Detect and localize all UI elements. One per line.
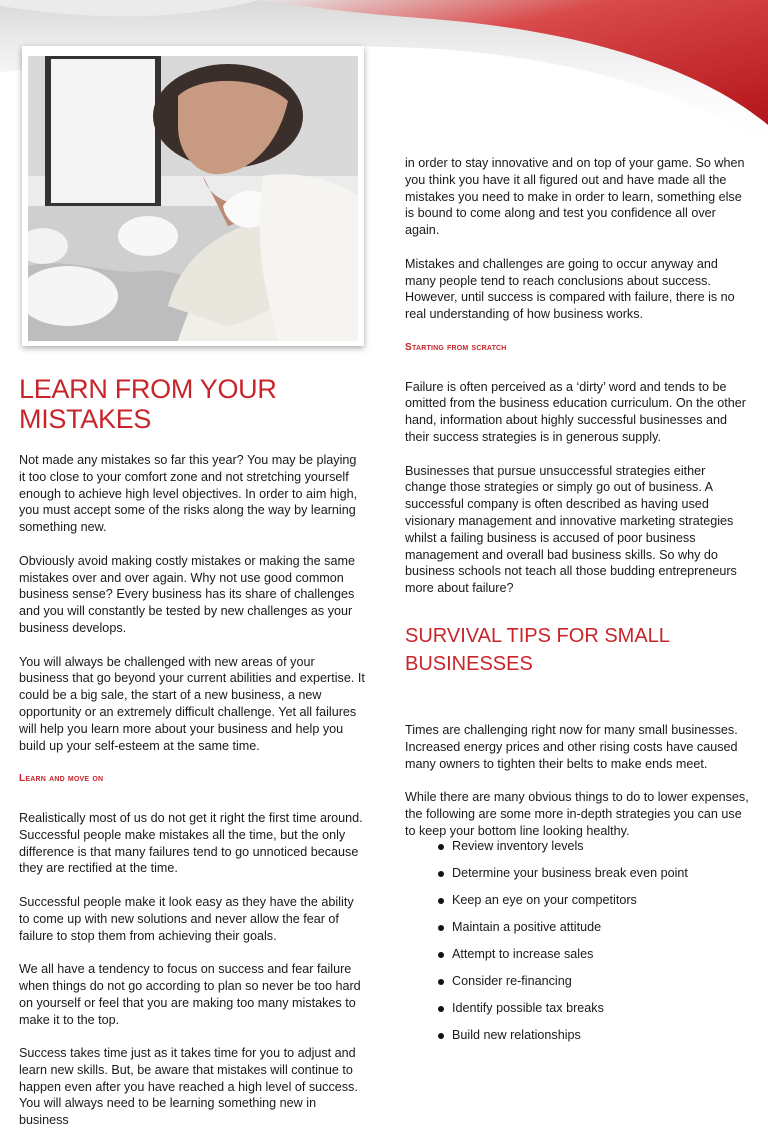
right-column: [405, 155, 750, 856]
paragraph: Mistakes and challenges are going to occur anyway and many people tend to reach conclusions about success. However, until success is compared with failure, there is no real understanding of how business works.: [405, 256, 735, 322]
bullet-icon: [438, 898, 444, 904]
bullet-icon: [438, 925, 444, 931]
list-item-label: Keep an eye on your competitors: [452, 893, 637, 907]
bullet-icon: [438, 952, 444, 958]
paragraph: Not made any mistakes so far this year? You may be playing it too close to your comfort zone and not stretching yourself enough to achieve high level objectives. In order to aim high, you must accept some of the risks along the way by learning something new.: [19, 453, 358, 535]
paragraph: Failure is often perceived as a ‘dirty’ word and tends to be omitted from the business education curriculum. On the other hand, information about highly successful businesses and their success strategies is in generous supply.: [405, 379, 746, 444]
paragraph: Realistically most of us do not get it right the first time around. Successful people make mistakes all the time, but the only difference is that many failures tend to go unnoticed because they are rectified at the time.: [19, 810, 363, 876]
paragraph: We all have a tendency to focus on success and fear failure when things do not go according to plan so never be too hard on yourself or feel that you are making too many mistakes to make it to the top.: [19, 962, 361, 1027]
list-item-label: Attempt to increase sales: [452, 947, 594, 961]
left-column: [19, 374, 366, 1146]
list-item-label: Build new relationships: [452, 1028, 581, 1042]
list-item: [438, 892, 688, 919]
section-subheading: Starting from scratch: [405, 341, 507, 353]
paragraph: Times are challenging right now for many small businesses. Increased energy prices and other rising costs have caused many owners to tighten their belts to make ends meet.: [405, 722, 738, 771]
bullet-icon: [438, 871, 444, 877]
list-item: [438, 838, 688, 865]
stressed-person-photo: [28, 56, 358, 341]
paragraph: You will always be challenged with new areas of your business that go beyond your current abilities and expertise. It could be a big sale, the start of a new business, a new opportunity or an extremely difficult challenge. Yet all failures will help you learn more about your business and help you build up your self-esteem at the same time.: [19, 654, 365, 753]
list-item: [438, 946, 688, 973]
article-photo: [22, 46, 364, 346]
section-title: SURVIVAL TIPS FOR SMALL BUSINESSES: [405, 624, 670, 675]
paragraph: While there are many obvious things to do to lower expenses, the following are some more in-depth strategies you can use to keep your bottom line looking healthy.: [405, 790, 749, 838]
paragraph: Success takes time just as it takes time for you to adjust and learn new skills. But, be aware that mistakes will continue to happen even after you have reached a high level of success. You will always need to be learning something new in business: [19, 1046, 358, 1128]
list-item: [438, 1027, 688, 1054]
bullet-icon: [438, 1033, 444, 1039]
list-item-label: Review inventory levels: [452, 839, 584, 853]
paragraph: Obviously avoid making costly mistakes or making the same mistakes over and over again. Why not use good common business sense? Every business has its share of challenges and you will constantly be tested by new challenges as your business develops.: [19, 553, 355, 635]
list-item: [438, 919, 688, 946]
tips-list: [438, 838, 688, 1054]
bullet-icon: [438, 844, 444, 850]
paragraph: in order to stay innovative and on top of your game. So when you think you have it all figured out and have made all the mistakes you need to make in order to learn, something else is bound to come along and test you confidence all over again.: [405, 156, 745, 238]
paragraph: Successful people make it look easy as they have the ability to come up with new solutions and never allow the fear of failure to stop them from achieving their goals.: [19, 894, 354, 943]
article-title: LEARN FROM YOUR MISTAKES: [19, 374, 277, 434]
list-item: [438, 1000, 688, 1027]
list-item: [438, 865, 688, 892]
list-item-label: Consider re-financing: [452, 974, 572, 988]
list-item-label: Maintain a positive attitude: [452, 920, 602, 934]
list-item: [438, 973, 688, 1000]
paragraph: Businesses that pursue unsuccessful strategies either change those strategies or simply go out of business. A successful company is often described as having used visionary management and innovative marketing strategies whilst a failing business is accused of poor business management and overall bad business skills. So why do business schools not teach all those budding entrepreneurs more about failure?: [405, 463, 737, 596]
list-item-label: Identify possible tax breaks: [452, 1001, 604, 1015]
list-item-label: Determine your business break even point: [452, 866, 688, 880]
section-subheading: Learn and move on: [19, 773, 104, 785]
bullet-icon: [438, 979, 444, 985]
bullet-icon: [438, 1006, 444, 1012]
